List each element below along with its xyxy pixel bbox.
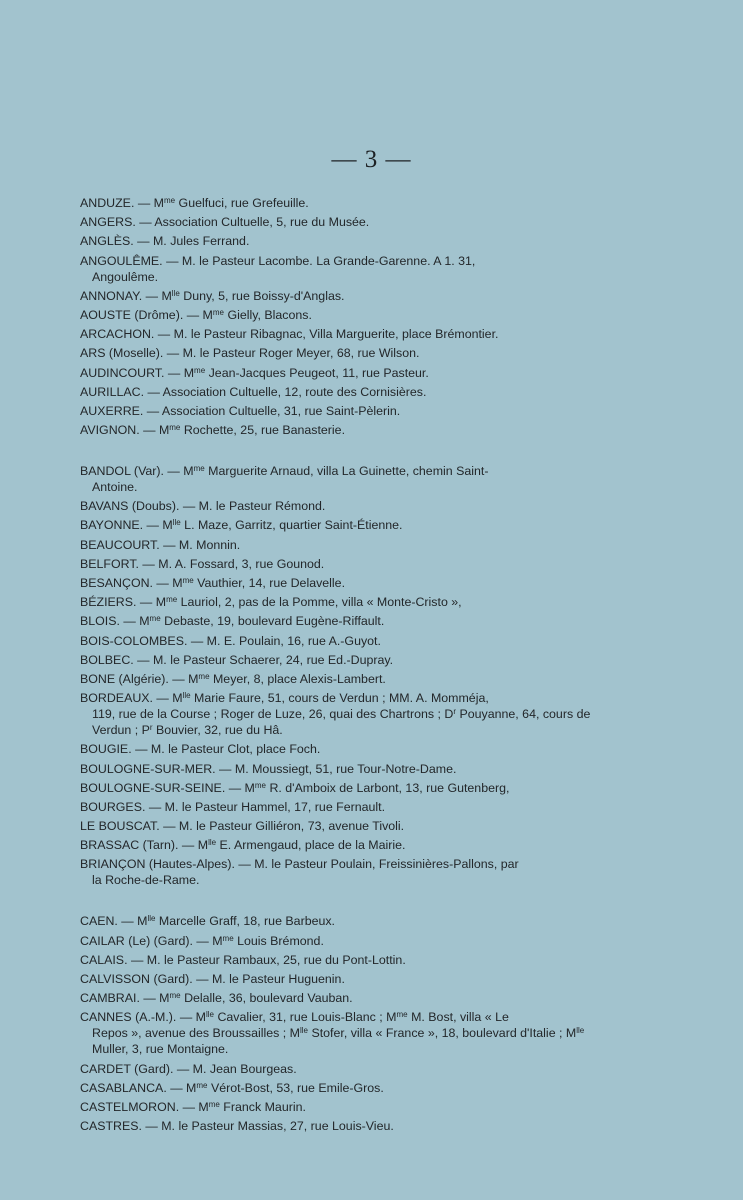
directory-entry: ARCACHON. — M. le Pasteur Ribagnac, Villa Marguerite, place Brémontier. [80,327,499,342]
superscript-abbrev: lle [208,838,217,848]
directory-entry: AUDINCOURT. — $M^{me}$ Jean-Jacques Peugeot, 11, rue Pasteur. [80,365,429,380]
superscript-abbrev: me [182,576,194,585]
directory-entry: AURILLAC. — Association Cultuelle, 12, route des Cornisières. [80,384,427,399]
directory-entry-continuation: Angoulême. [92,269,159,284]
directory-entry: BANDOL (Var). — $M^{me}$ Marguerite Arnaud, villa La Guinette, chemin Saint- Antoine. [80,463,612,495]
directory-entry: CAMBRAI. — $M^{me}$ Delalle, 36, boulevard Vauban. [80,991,353,1006]
superscript-abbrev: me [196,1080,208,1090]
directory-entry: CAILAR (Le) (Gard). — $M^{me}$ Louis Brémond. [80,933,324,948]
superscript-abbrev: me [194,365,206,375]
directory-entry-continuation: la Roche-de-Rame. [92,873,200,888]
directory-entry: CAEN. — $M^{lle}$ Marcelle Graff, 18, rue Barbeux. [80,914,336,929]
superscript-abbrev: me [193,464,205,474]
superscript-abbrev: me [149,614,161,624]
directory-entry: BONE (Algérie). — $M^{me}$ Meyer, 8, place Alexis-Lambert. [80,671,386,686]
superscript-abbrev: lle [171,288,180,298]
directory-entry-continuation: Antoine. [92,480,138,495]
superscript-abbrev: me [396,1010,408,1020]
directory-entry: BOULOGNE-SUR-SEINE. — $M^{me}$ R. d'Amboix de Larbont, 13, rue Gutenberg, [80,780,510,795]
directory-entry: BELFORT. — M. A. Fossard, 3, rue Gounod. [80,556,325,571]
directory-entry: ARS (Moselle). — M. le Pasteur Roger Meyer, 68, rue Wilson. [80,346,420,361]
directory-entry: BORDEAUX. — $M^{lle}$ Marie Faure, 51, cours de Verdun ; MM. A. Momméja, 119, rue de la Course ; Roger de Luze, 26, quai des Chartrons ; $D^r$ Pouyanne, 64, cours de Verdun ; $P^r$ Bouvier, 32, rue du Hâ. [80,690,612,738]
directory-entry: ANGOULÊME. — M. le Pasteur Lacombe. La Grande-Garenne. A 1. 31, Angoulême. [80,253,612,285]
superscript-abbrev: me [208,1099,220,1109]
directory-entry-continuation: Repos », avenue des Broussailles ; $M^{lle}$ Stofer, villa « France », 18, boulevard d'Italie ; $M^{lle}$ Muller, 3, rue Montaigne. [92,1026,585,1057]
directory-entry: BLOIS. — $M^{me}$ Debaste, 19, boulevard Eugène-Riffault. [80,614,385,629]
directory-entry: BRASSAC (Tarn). — $M^{lle}$ E. Armengaud, place de la Mairie. [80,838,406,853]
directory-entry: BÉZIERS. — $M^{me}$ Lauriol, 2, pas de la Pomme, villa « Monte-Cristo », [80,595,462,610]
directory-entry: ANDUZE. — $M^{me}$ Guelfuci, rue Grefeuille. [80,196,309,210]
directory-section [80,913,612,1134]
superscript-abbrev: lle [182,691,191,701]
directory-entry: BOIS-COLOMBES. — M. E. Poulain, 16, rue A.-Guyot. [80,633,381,648]
directory-entry: BOULOGNE-SUR-MER. — M. Moussiegt, 51, rue Tour-Notre-Dame. [80,761,457,776]
directory-entry: ANGLÈS. — M. Jules Ferrand. [80,234,250,249]
superscript-abbrev: me [169,423,181,433]
directory-entry: ANGERS. — Association Cultuelle, 5, rue du Musée. [80,215,370,230]
directory-entry: CALVISSON (Gard). — M. le Pasteur Huguenin. [80,972,345,986]
page-number: — 3 — [331,146,412,173]
directory-section [80,195,612,438]
superscript-abbrev: lle [172,518,181,528]
superscript-abbrev: me [198,671,210,681]
superscript-abbrev: lle [576,1026,585,1036]
directory-entry-continuation: 119, rue de la Course ; Roger de Luze, 26, quai des Chartrons ; $D^r$ Pouyanne, 64, cours de Verdun ; $P^r$ Bouvier, 32, rue du Hâ. [92,707,591,738]
directory-entry: CASTELMORON. — $M^{me}$ Franck Maurin. [80,1099,306,1114]
superscript-abbrev: me [212,307,224,317]
superscript-abbrev: lle [300,1026,309,1036]
directory-entry: BAVANS (Doubs). — M. le Pasteur Rémond. [80,499,326,514]
superscript-abbrev: me [222,933,234,943]
directory-entry: CARDET (Gard). — M. Jean Bourgeas. [80,1061,297,1076]
directory-entry: AOUSTE (Drôme). — $M^{me}$ Gielly, Blacons. [80,307,312,322]
directory-entry: BEAUCOURT. — M. Monnin. [80,537,241,552]
directory-entry: AVIGNON. — $M^{me}$ Rochette, 25, rue Banasterie. [80,423,346,438]
directory-entry: AUXERRE. — Association Cultuelle, 31, rue Saint-Pèlerin. [80,403,401,418]
directory-list [80,195,612,1137]
directory-entry: CASABLANCA. — $M^{me}$ Vérot-Bost, 53, rue Emile-Gros. [80,1080,384,1095]
directory-entry: BRIANÇON (Hautes-Alpes). — M. le Pasteur Poulain, Freissinières-Pallons, par la Roche-de-Rame. [80,856,612,888]
directory-entry: CASTRES. — M. le Pasteur Massias, 27, rue Louis-Vieu. [80,1119,394,1134]
directory-entry: BAYONNE. — $M^{lle}$ L. Maze, Garritz, quartier Saint-Étienne. [80,518,403,533]
directory-entry: ANNONAY. — $M^{lle}$ Duny, 5, rue Boissy-d'Anglas. [80,288,345,303]
superscript-abbrev: r [453,707,457,717]
directory-entry: BOLBEC. — M. le Pasteur Schaerer, 24, rue Ed.-Dupray. [80,652,394,667]
directory-entry: BESANÇON. — $M^{me}$ Vauthier, 14, rue Delavelle. [80,576,346,590]
superscript-abbrev: r [149,723,153,733]
superscript-abbrev: lle [147,914,156,924]
superscript-abbrev: me [254,780,266,790]
directory-entry: CANNES (A.-M.). — $M^{lle}$ Cavalier, 31, rue Louis-Blanc ; $M^{me}$ M. Bost, villa « Le Repos », avenue des Broussailles ; $M^{lle}$ Stofer, villa « France », 18, boulevard d'Italie ; $M^{lle}$ Muller, 3, rue Montaigne. [80,1009,612,1057]
directory-section [80,463,612,888]
directory-entry: BOURGES. — M. le Pasteur Hammel, 17, rue Fernault. [80,799,386,814]
superscript-abbrev: me [163,196,176,205]
superscript-abbrev: me [169,991,181,1001]
superscript-abbrev: me [166,595,178,605]
directory-entry: CALAIS. — M. le Pasteur Rambaux, 25, rue du Pont-Lottin. [80,952,406,967]
directory-entry: BOUGIE. — M. le Pasteur Clot, place Foch. [80,742,321,757]
superscript-abbrev: lle [205,1010,214,1020]
directory-entry: LE BOUSCAT. — M. le Pasteur Gilliéron, 73, avenue Tivoli. [80,819,405,834]
